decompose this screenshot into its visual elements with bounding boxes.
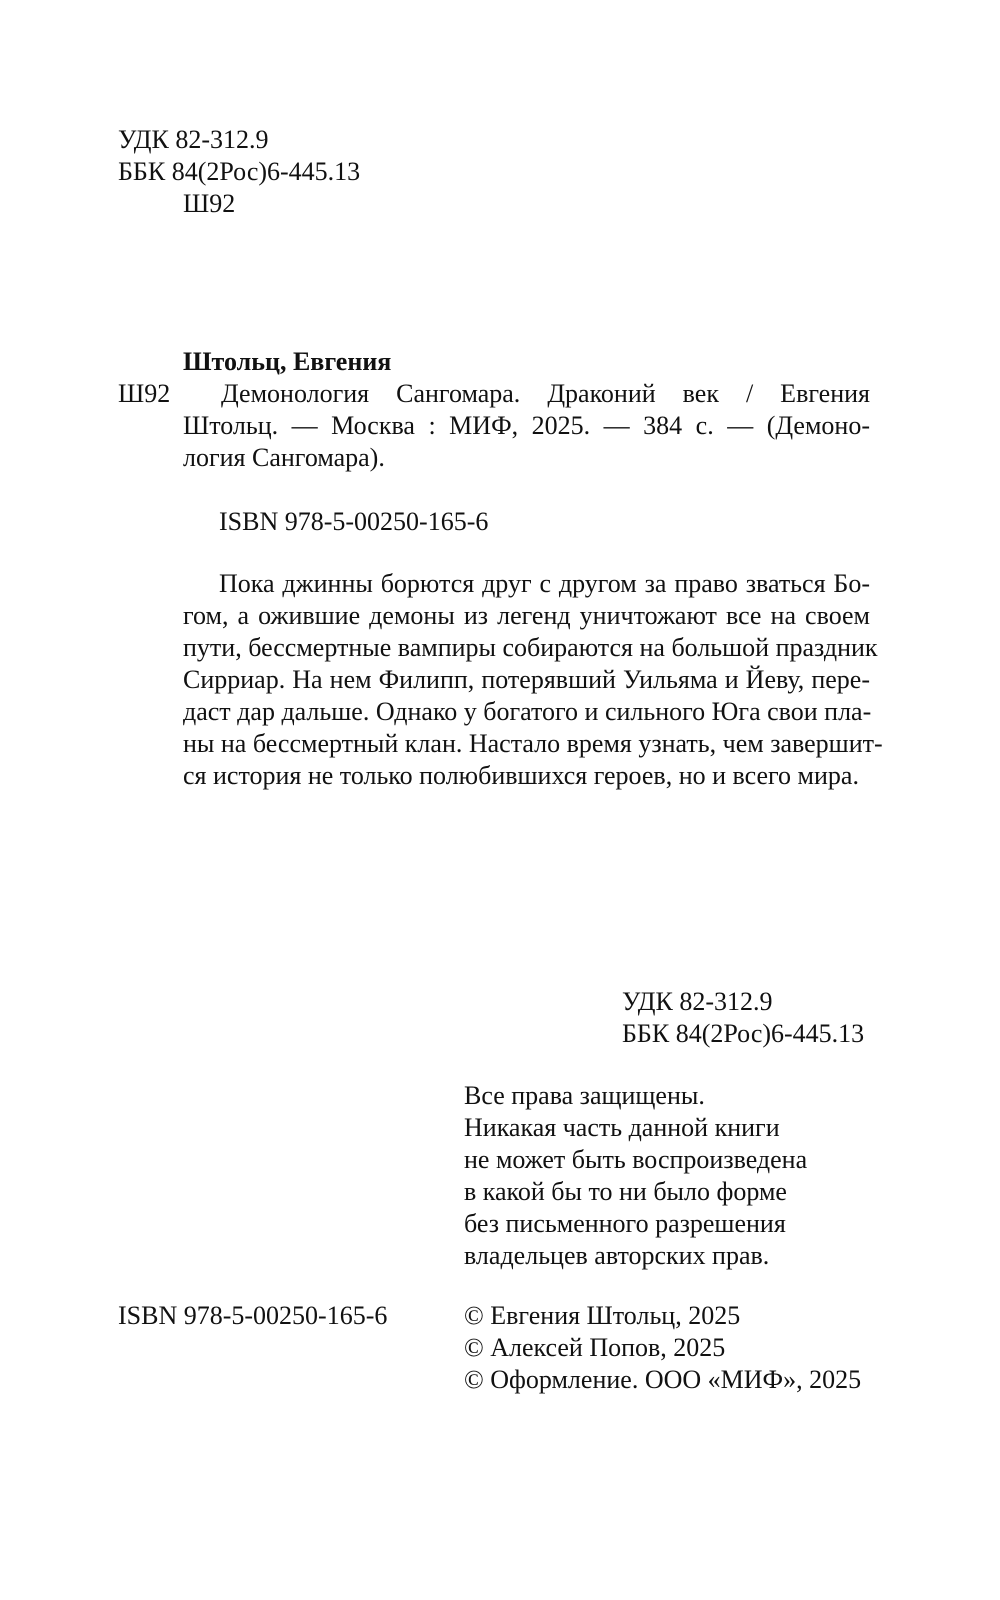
copyright-line: © Евгения Штольц, 2025 (464, 1301, 741, 1330)
author-mark: Ш92 (118, 379, 171, 408)
copyright-line: © Оформление. ООО «МИФ», 2025 (464, 1365, 862, 1394)
bibliographic-description (183, 378, 870, 474)
rights-line: владельцев авторских прав. (464, 1241, 770, 1270)
description-line: Демонология Сангомара. Драконий век / Евгения (221, 379, 870, 408)
annotation-line: Пока джинны борются друг с другом за право зваться Бо- (219, 569, 870, 598)
bbk-code-bottom: ББК 84(2Рос)6-445.13 (622, 1019, 865, 1048)
isbn-record: ISBN 978-5-00250-165-6 (219, 507, 489, 536)
annotation (183, 568, 883, 792)
description-line: Штольц. — Москва : МИФ, 2025. — 384 с. — (Демоно- (183, 411, 870, 440)
annotation-line: Сирриар. На нем Филипп, потерявший Уильяма и Йеву, пере- (183, 665, 870, 694)
udk-code-top: УДК 82-312.9 (118, 125, 269, 154)
description-line: логия Сангомара). (183, 443, 385, 472)
rights-line: Все права защищены. (464, 1081, 705, 1110)
annotation-line: ся история не только полюбившихся героев, но и всего мира. (183, 761, 859, 790)
rights-line: в какой бы то ни было форме (464, 1177, 787, 1206)
annotation-line: ны на бессмертный клан. Настало время узнать, чем завершит- (183, 729, 883, 758)
annotation-line: пути, бессмертные вампиры собираются на большой праздник (183, 633, 878, 662)
bbk-code-top: ББК 84(2Рос)6-445.13 (118, 157, 361, 186)
rights-line: Никакая часть данной книги (464, 1113, 780, 1142)
isbn-footer: ISBN 978-5-00250-165-6 (118, 1301, 388, 1330)
udk-code-bottom: УДК 82-312.9 (622, 987, 773, 1016)
annotation-line: гом, а ожившие демоны из легенд уничтожают все на своем (183, 601, 870, 630)
annotation-line: даст дар дальше. Однако у богатого и сильного Юга свои пла- (183, 697, 872, 726)
rights-line: без письменного разрешения (464, 1209, 786, 1238)
author-heading: Штольц, Евгения (183, 347, 392, 376)
rights-line: не может быть воспроизведена (464, 1145, 808, 1174)
copyright-line: © Алексей Попов, 2025 (464, 1333, 726, 1362)
rights-notice (464, 1080, 884, 1272)
author-mark-top: Ш92 (183, 189, 236, 218)
copyright-block (464, 1300, 884, 1396)
